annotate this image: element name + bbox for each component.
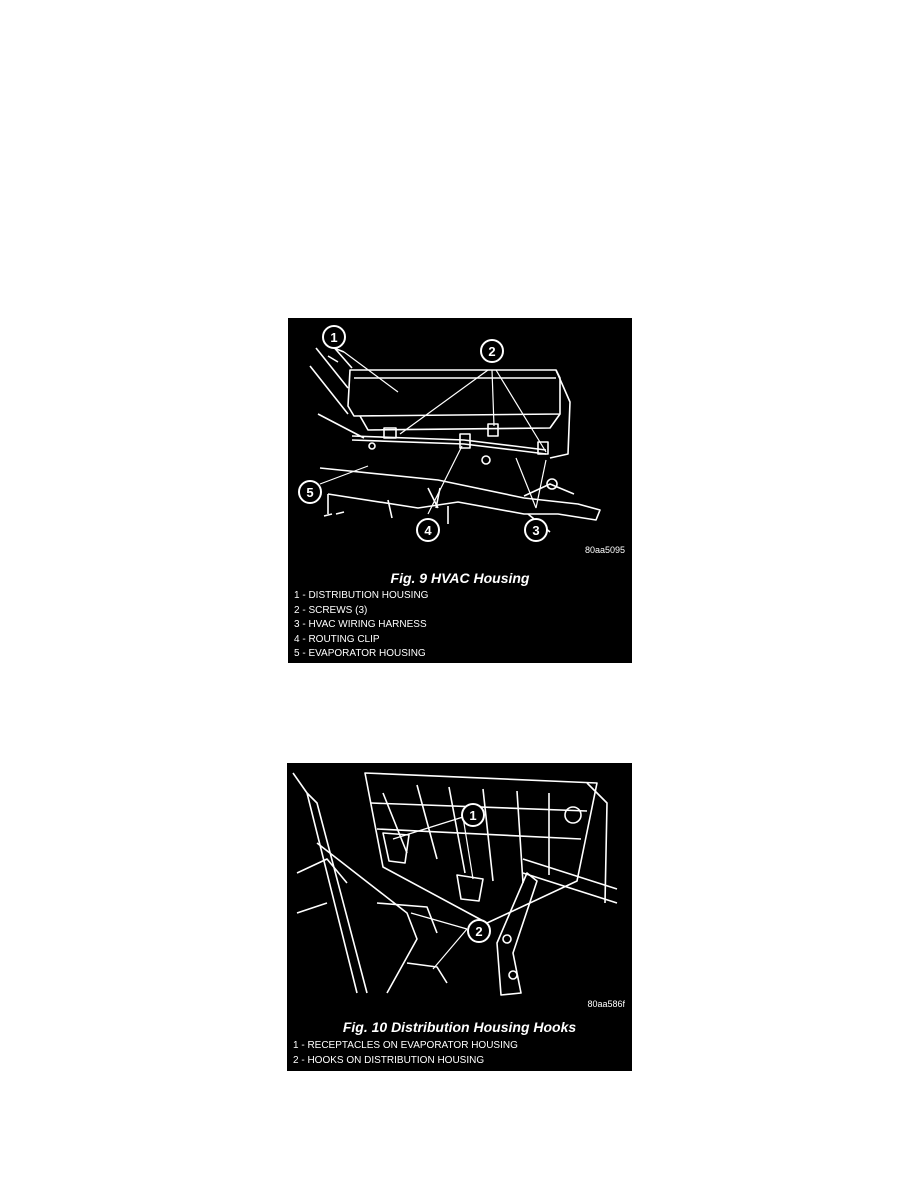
figure-10-distribution-housing-hooks xyxy=(287,763,632,1071)
legend-item: 1 - RECEPTACLES ON EVAPORATOR HOUSING xyxy=(293,1040,518,1051)
callout-3: 3 xyxy=(532,523,540,538)
callout-1: 1 xyxy=(469,808,477,823)
figure-legend xyxy=(293,1039,518,1068)
legend-item: 1 - DISTRIBUTION HOUSING xyxy=(294,590,429,601)
figure-title: Fig. 10 Distribution Housing Hooks xyxy=(342,1019,577,1035)
legend-item: 2 - HOOKS ON DISTRIBUTION HOUSING xyxy=(293,1054,485,1066)
callout-1: 1 xyxy=(330,330,338,345)
hvac-housing-illustration xyxy=(288,318,632,568)
figure-9-hvac-housing xyxy=(288,318,632,663)
figure-code: 80aa586f xyxy=(587,999,625,1009)
figure-title: Fig. 9 HVAC Housing xyxy=(390,570,530,586)
figure-code: 80aa5095 xyxy=(584,545,625,555)
distribution-housing-hooks-illustration xyxy=(287,763,632,1003)
legend-item: 5 - EVAPORATOR HOUSING xyxy=(294,648,426,659)
callout-2: 2 xyxy=(475,924,483,939)
figure-legend xyxy=(294,589,428,662)
legend-item: 2 - SCREWS (3) xyxy=(294,604,368,616)
callout-2: 2 xyxy=(488,344,496,359)
legend-item: 4 - ROUTING CLIP xyxy=(294,633,380,645)
callout-5: 5 xyxy=(306,485,314,500)
legend-item: 3 - HVAC WIRING HARNESS xyxy=(294,619,427,630)
callout-4: 4 xyxy=(424,523,432,538)
